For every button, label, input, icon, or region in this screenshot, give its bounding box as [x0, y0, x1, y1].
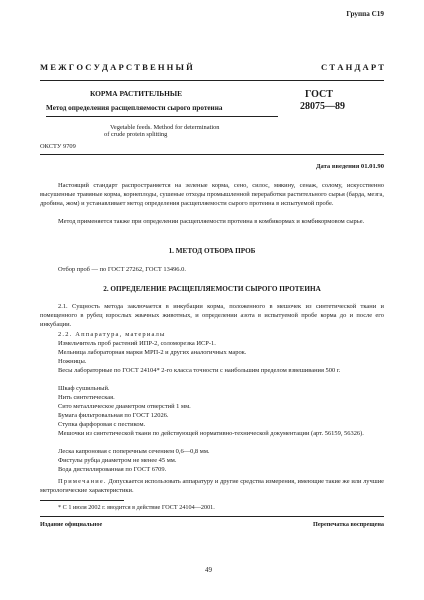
paragraph-scope: Настоящий стандарт распространяется на зеленые корма, сено, силос, мякину, сенаж, солому, искусственно высушенные травяные корма, корнеплоды, сушеные отходы промышленной переработки растительного сырья (барда, мезга, дробина, жом) и устанавливает метод определения расщепляемости сырого протеина в испытуемой пробе.: [40, 182, 384, 207]
note-paragraph: [40, 478, 384, 496]
group-code: Группа С19: [346, 10, 384, 18]
gost-number: 28075—89: [300, 101, 345, 112]
paragraph-bags: Мешочки из синтетической ткани по действующей нормативно-технической документации (арт. 56159, 56326).: [58, 430, 364, 437]
section-1-heading: 1. МЕТОД ОТБОРА ПРОБ: [168, 247, 256, 255]
section-1-text: Отбор проб — по ГОСТ 27262, ГОСТ 13496.0.: [58, 266, 186, 273]
reprint-notice: Перепечатка воспрещена: [313, 521, 384, 528]
list-item: Нить синтетическая.: [58, 394, 115, 401]
list-item: Ножницы.: [58, 358, 87, 365]
title-rule: [46, 116, 278, 117]
list-item: Фистулы рубца диаметром не менее 45 мм.: [58, 457, 177, 464]
footnote-rule: [40, 500, 124, 501]
paragraph-2-2: 2.2. Аппаратура, материалы: [58, 331, 166, 338]
gost-label: ГОСТ: [305, 89, 333, 100]
title-line-2: Метод определения расщепляемости сырого протеина: [46, 104, 223, 112]
section-2-heading: 2. ОПРЕДЕЛЕНИЕ РАСЩЕПЛЯЕМОСТИ СЫРОГО ПРОТЕИНА: [103, 285, 321, 293]
title-line-1: КОРМА РАСТИТЕЛЬНЫЕ: [90, 89, 183, 98]
standard-banner: [40, 62, 384, 72]
list-item: Бумага фильтровальная по ГОСТ 12026.: [58, 412, 169, 419]
paragraph-scales: Весы лабораторные по ГОСТ 24104* 2-го класса точности с наибольшим пределом взвешивания 500 г.: [58, 367, 341, 374]
list-item: Вода дистиллированная по ГОСТ 6709.: [58, 466, 167, 473]
page-number: 49: [205, 566, 212, 574]
footer-rule: [40, 516, 384, 517]
official-edition: Издание официальное: [40, 521, 103, 528]
banner-left: М Е Ж Г О С У Д А Р С Т В Е Н Н Ы Й: [40, 62, 193, 72]
list-item: Мельница лабораторная марки МРП-2 и других аналогичных марок.: [58, 349, 247, 356]
list-item: Измельчитель проб растений ИПР-2, соломорезка ИСР-1.: [58, 340, 216, 347]
english-title-2: of crude protein splitting: [104, 131, 168, 138]
english-title-1: Vegetable feeds. Method for determination: [110, 124, 220, 131]
paragraph-application: Метод применяется также при определении расщепляемости протеина в комбикормах и комбикормовом сырье.: [58, 218, 365, 225]
banner-rule: [40, 80, 384, 81]
intro-date: Дата введения 01.01.90: [315, 163, 384, 170]
list-item: Шкаф сушильный.: [58, 385, 110, 392]
note-text: Допускается использовать аппаратуру и другие средства измерения, имеющие такие же или лучшие метрологические характеристики.: [40, 478, 385, 494]
list-item: Сито металлическое диаметром отверстий 1 мм.: [58, 403, 191, 410]
header-rule: [40, 154, 384, 155]
list-item: Леска капроновая с поперечным сечением 0,6—0,8 мм.: [58, 448, 210, 455]
paragraph-2-1: 2.1. Сущность метода заключается в инкубации корма, положенного в мешочек из синтетической ткани и помещенного в рубец взрослых жвачных животных, и определении азота в испытуемой пробе корма до и после его инкубации.: [40, 303, 384, 328]
okstu-code: ОКСТУ 9709: [40, 143, 76, 150]
note-label: Примечание.: [58, 478, 107, 485]
footnote: * С 1 июля 2002 г. вводится в действие ГОСТ 24104—2001.: [58, 504, 215, 511]
banner-right: С Т А Н Д А Р Т: [321, 62, 384, 72]
list-item: Ступка фарфоровая с пестиком.: [58, 421, 146, 428]
